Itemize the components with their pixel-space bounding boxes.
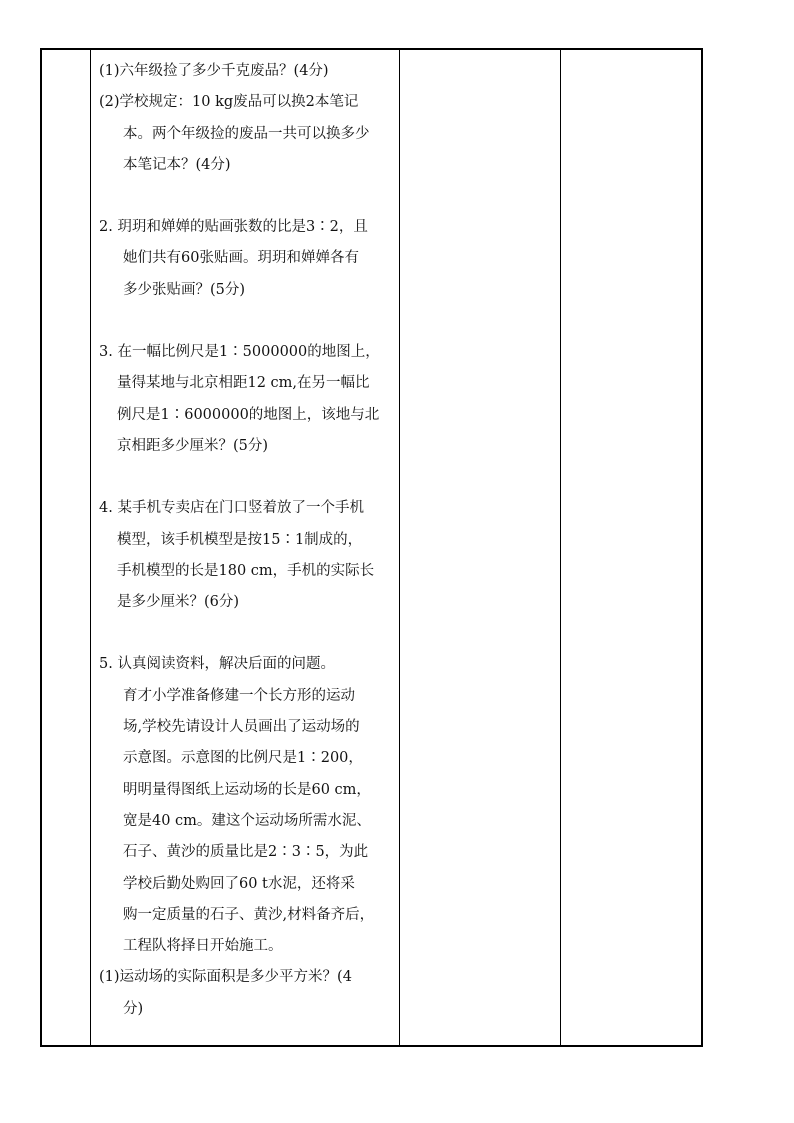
q5-material-line-1: 育才小学准备修建一个长方形的运动 bbox=[123, 687, 355, 704]
questions-column bbox=[91, 49, 400, 1046]
q3-line-1: 3. 在一幅比例尺是1∶5000000的地图上， bbox=[99, 344, 380, 361]
q5-material-line-4: 明明量得图纸上运动场的长是60 cm， bbox=[123, 781, 371, 798]
q5-material-line-6: 石子、黄沙的质量比是2∶3∶5，为此 bbox=[123, 844, 369, 861]
q4-line-2: 模型，该手机模型是按15∶1制成的， bbox=[117, 531, 363, 548]
q5-material-line-2: 场,学校先请设计人员画出了运动场的 bbox=[123, 719, 360, 736]
blank-column-2 bbox=[561, 49, 703, 1046]
q4-line-4: 是多少厘米？(6分) bbox=[117, 594, 240, 611]
q2-line-1: 2. 玥玥和婵婵的贴画张数的比是3∶2，且 bbox=[99, 219, 368, 236]
q2-line-2: 她们共有60张贴画。玥玥和婵婵各有 bbox=[123, 250, 359, 267]
q3-line-4: 京相距多少厘米？(5分) bbox=[117, 437, 269, 454]
q5-material-line-5: 宽是40 cm。建这个运动场所需水泥、 bbox=[123, 812, 371, 829]
q4-line-3: 手机模型的长是180 cm，手机的实际长 bbox=[117, 562, 375, 579]
q2-line-3: 多少张贴画？(5分) bbox=[123, 281, 246, 298]
q1-sub2-line-2: 本。两个年级捡的废品一共可以换多少 bbox=[123, 125, 370, 142]
q3-line-3: 例尺是1∶6000000的地图上，该地与北 bbox=[117, 406, 380, 423]
q1-sub2-line-3: 本笔记本？(4分) bbox=[123, 156, 231, 173]
margin-column bbox=[41, 49, 91, 1046]
q5-sub1-line-2: 分) bbox=[123, 1000, 144, 1017]
q4-line-1: 4. 某手机专卖店在门口竖着放了一个手机 bbox=[99, 500, 364, 517]
q1-sub1: (1)六年级捡了多少千克废品？(4分) bbox=[99, 63, 329, 79]
questions-content bbox=[91, 50, 399, 1025]
q5-intro: 5. 认真阅读资料，解决后面的问题。 bbox=[99, 656, 335, 673]
q5-material-line-8: 购一定质量的石子、黄沙,材料备齐后， bbox=[123, 906, 375, 923]
q1-sub2-line-1: (2)学校规定：10 kg废品可以换2本笔记 bbox=[99, 94, 359, 111]
q5-material-line-7: 学校后勤处购回了60 t水泥，还将采 bbox=[123, 875, 355, 892]
q5-material-line-9: 工程队将择日开始施工。 bbox=[123, 938, 283, 955]
q5-material-line-3: 示意图。示意图的比例尺是1∶200， bbox=[123, 750, 363, 767]
q3-line-2: 量得某地与北京相距12 cm,在另一幅比 bbox=[117, 375, 370, 392]
blank-column-1 bbox=[400, 49, 561, 1046]
q5-sub1-line-1: (1)运动场的实际面积是多少平方米？(4 bbox=[99, 969, 352, 986]
worksheet-table bbox=[40, 48, 703, 1047]
